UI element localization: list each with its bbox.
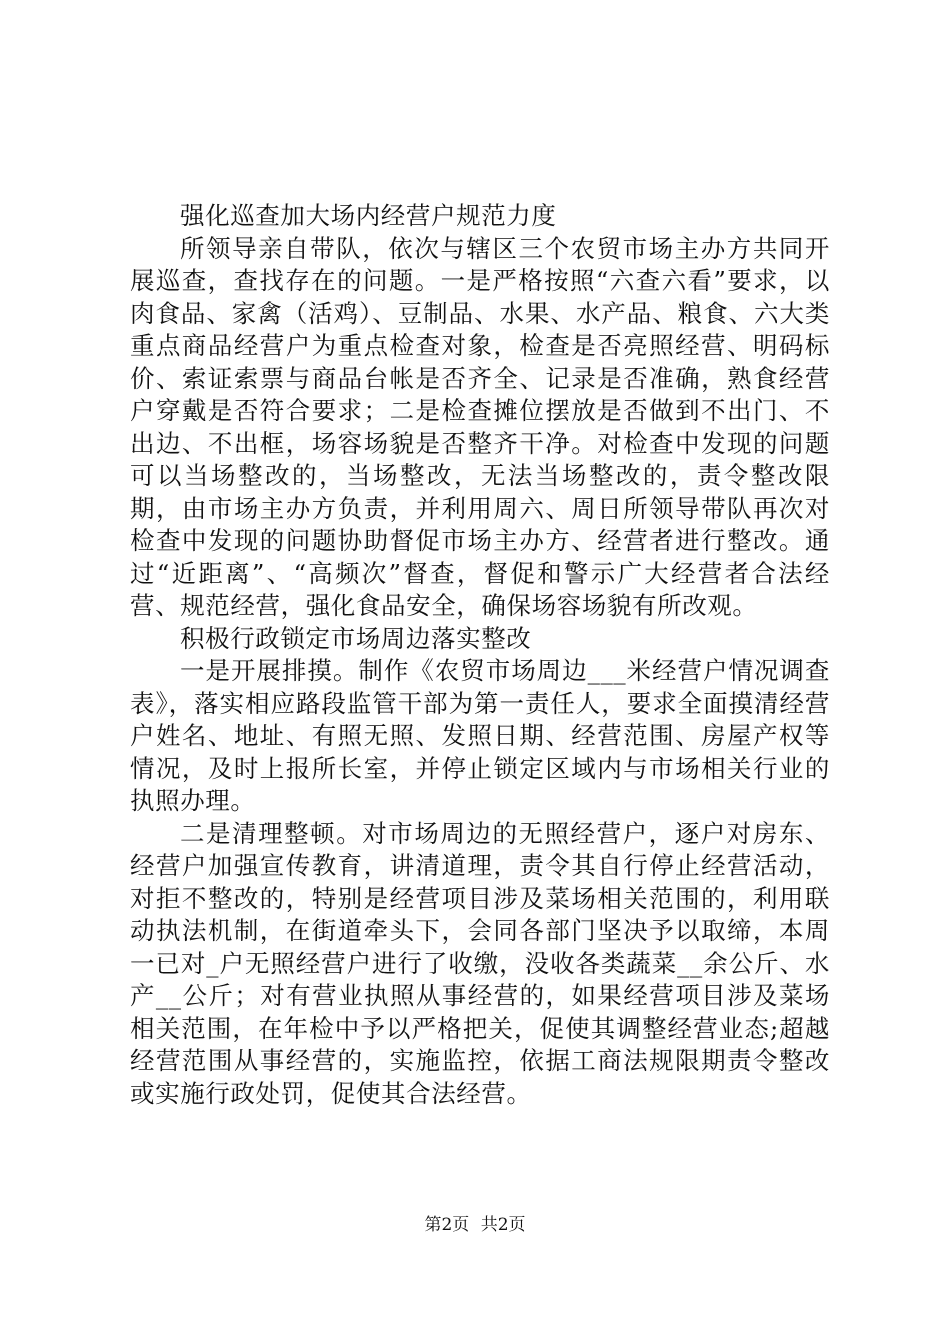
page-number-total: 共2页 <box>480 1215 526 1235</box>
section-heading-rectification: 积极行政锁定市场周边落实整改 <box>180 623 532 653</box>
paragraph-survey: 一是开展排摸。制作《农贸市场周边___米经营户情况调查表》，落实相应路段监管干部为第一责任人，要求全面摸清经营户姓名、地址、有照无照、发照日期、经营范围、房屋产权等情况，及时上报所长室，并停止锁定区域内与市场相关行业的执照办理。 <box>130 656 830 815</box>
paragraph-cleanup: 二是清理整顿。对市场周边的无照经营户，逐户对房东、经营户加强宣传教育，讲清道理，责令其自行停止经营活动，对拒不整改的，特别是经营项目涉及菜场相关范围的，利用联动执法机制，在街道牵头下，会同各部门坚决予以取缔，本周一已对_户无照经营户进行了收缴，没收各类蔬菜__余公斤、水产__公斤；对有营业执照从事经营的，如果经营项目涉及菜场相关范围，在年检中予以严格把关，促使其调整经营业态;超越经营范围从事经营的，实施监控，依据工商法规限期责令整改或实施行政处罚，促使其合法经营。 <box>130 818 830 1108</box>
section-heading-patrol: 强化巡查加大场内经营户规范力度 <box>180 201 557 230</box>
page-number-current: 第2页 <box>424 1215 470 1235</box>
document-body <box>130 200 830 1110</box>
paragraph-patrol: 所领导亲自带队，依次与辖区三个农贸市场主办方共同开展巡查，查找存在的问题。一是严格按照“六查六看”要求，以肉食品、家禽（活鸡）、豆制品、水果、水产品、粮食、六大类重点商品经营户为重点检查对象，检查是否亮照经营、明码标价、索证索票与商品台帐是否齐全、记录是否准确，熟食经营户穿戴是否符合要求；二是检查摊位摆放是否做到不出门、不出边、不出框，场容场貌是否整齐干净。对检查中发现的问题可以当场整改的，当场整改，无法当场整改的，责令整改限期，由市场主办方负责，并利用周六、周日所领导带队再次对检查中发现的问题协助督促市场主办方、经营者进行整改。通过“近距离”、“高频次”督查，督促和警示广大经营者合法经营、规范经营，强化食品安全，确保场容场貌有所改观。 <box>130 233 830 620</box>
page-footer <box>0 1213 950 1237</box>
